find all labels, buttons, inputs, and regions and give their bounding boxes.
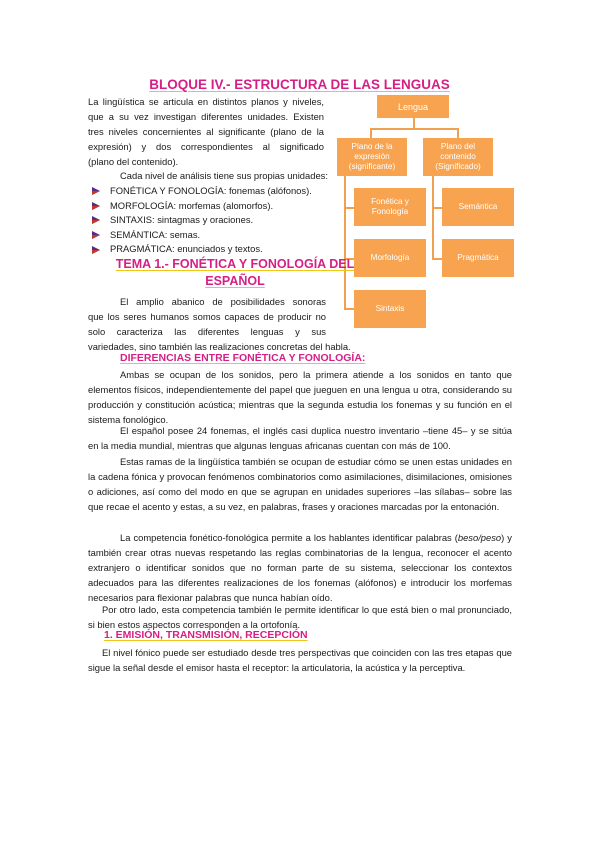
tema1-intro-line: que los seres humanos somos capaces de producir no xyxy=(88,311,326,322)
diagram-node-lengua: Lengua xyxy=(377,95,449,118)
connector-line xyxy=(432,258,442,260)
list-item: SINTAXIS: sintagmas y oraciones. xyxy=(92,213,312,228)
connector-line xyxy=(344,207,354,209)
paragraph-diferencias: Ambas se ocupan de los sonidos, pero la primera atiende a los sonidos en tanto que elementos físicos, independientemente del papel que jueguen en una lengua u otra, considerando su producción y constitución acústica; mientras que la segunda estudia los fonemas y su función en el sistema fonológico. xyxy=(88,369,512,425)
paragraph-competencia: La competencia fonético-fonológica permite a los hablantes identificar palabras (beso/peso) y también crear otras nuevas respetando las reglas combinatorias de la lengua, reconocer el acento extranjero o identificar sonidos que no forman parte de su sistema, seleccionar los contextos adecuados para las diferentes realizaciones de los fonemas (alófonos) e introducir los morfemas necesarios para flexionar palabras que nunca habían oído. xyxy=(88,532,512,603)
diagram-node-fonetica: Fonética y Fonología xyxy=(354,188,426,226)
list-item: FONÉTICA Y FONOLOGÍA: fonemas (alófonos). xyxy=(92,184,312,199)
intro-line: La lingüística se articula en distintos planos y niveles, xyxy=(88,96,324,107)
arrow-bullet-icon xyxy=(92,186,102,196)
intro-line: que a su vez investigan diferentes unidades. Existen xyxy=(88,111,324,122)
intro-line: tres niveles concernientes al significante (plano de la xyxy=(88,126,324,137)
paragraph-fonemas: El español posee 24 fonemas, el inglés casi duplica nuestro inventario –tiene 45– y se sitúa en la media mundial, mientras que algunas lenguas africanas cuentan con más de 100. xyxy=(88,425,512,451)
tema1-intro xyxy=(88,294,326,339)
example-words: beso/peso xyxy=(457,532,502,543)
intro-paragraph xyxy=(88,94,324,169)
diagram-node-plane-content: Plano del contenido (Significado) xyxy=(423,138,493,176)
list-item: PRAGMÁTICA: enunciados y textos. xyxy=(92,242,312,257)
arrow-bullet-icon xyxy=(92,230,102,240)
tema1-title: TEMA 1.- FONÉTICA Y FONOLOGÍA DEL ESPAÑOL xyxy=(115,257,355,288)
paragraph-ortofonia: Por otro lado, esta competencia también le permite identificar lo que está bien o mal pronunciado, si bien estos aspectos corresponden a la ortofonía. xyxy=(88,604,512,630)
tema1-intro-line: El amplio abanico de posibilidades sonoras xyxy=(120,296,326,307)
diagram-node-sintaxis: Sintaxis xyxy=(354,290,426,328)
list-item: MORFOLOGÍA: morfemas (alomorfos). xyxy=(92,199,312,214)
tema1-intro-line: solo caracteriza las diferentes lenguas y sus xyxy=(88,326,326,337)
connector-line xyxy=(432,207,442,209)
intro-line: (plano del contenido). xyxy=(88,156,179,167)
connector-line xyxy=(370,128,372,138)
connector-line xyxy=(432,176,434,260)
diagram-node-semantica: Semántica xyxy=(442,188,514,226)
arrow-bullet-icon xyxy=(92,245,102,255)
connector-line xyxy=(370,128,458,130)
list-item: SEMÁNTICA: semas. xyxy=(92,228,312,243)
tema1-intro-line: variedades, sino también las realizaciones concretas del habla. xyxy=(88,341,351,352)
diagram-node-morfologia: Morfología xyxy=(354,239,426,277)
document-title: BLOQUE IV.- ESTRUCTURA DE LAS LENGUAS xyxy=(149,77,450,92)
paragraph-ramas: Estas ramas de la lingüística también se ocupan de estudiar cómo se unen estas unidades en la cadena fónica y provocan fenómenos combinatorios como asimilaciones, disimilaciones, omisiones o adiciones, así como del modo en que se agrupan en unidades superiores –las sílabas– sobre las que recae el acento y estas, a su vez, en palabras, frases y oraciones marcadas por la entonación. xyxy=(88,456,512,512)
paragraph-nivel-fonico: El nivel fónico puede ser estudiado desde tres perspectivas que coinciden con las tres etapas que sigue la señal desde el emisor hasta el receptor: la articulatoria, la acústica y la perceptiva. xyxy=(88,647,512,673)
units-list xyxy=(92,184,312,257)
section-emision-heading: 1. EMISIÓN, TRANSMISIÓN, RECEPCIÓN xyxy=(104,629,308,641)
connector-line xyxy=(457,128,459,138)
levels-lead: Cada nivel de análisis tiene sus propias unidades: xyxy=(120,170,328,181)
connector-line xyxy=(344,308,354,310)
arrow-bullet-icon xyxy=(92,215,102,225)
section-diferencias-heading: DIFERENCIAS ENTRE FONÉTICA Y FONOLOGÍA: xyxy=(120,352,366,364)
intro-line: expresión) y dos correspondientes al significado xyxy=(88,141,324,152)
diagram-node-plane-expression: Plano de la expresión (significante) xyxy=(337,138,407,176)
diagram-node-pragmatica: Pragmática xyxy=(442,239,514,277)
arrow-bullet-icon xyxy=(92,201,102,211)
connector-line xyxy=(413,118,415,128)
